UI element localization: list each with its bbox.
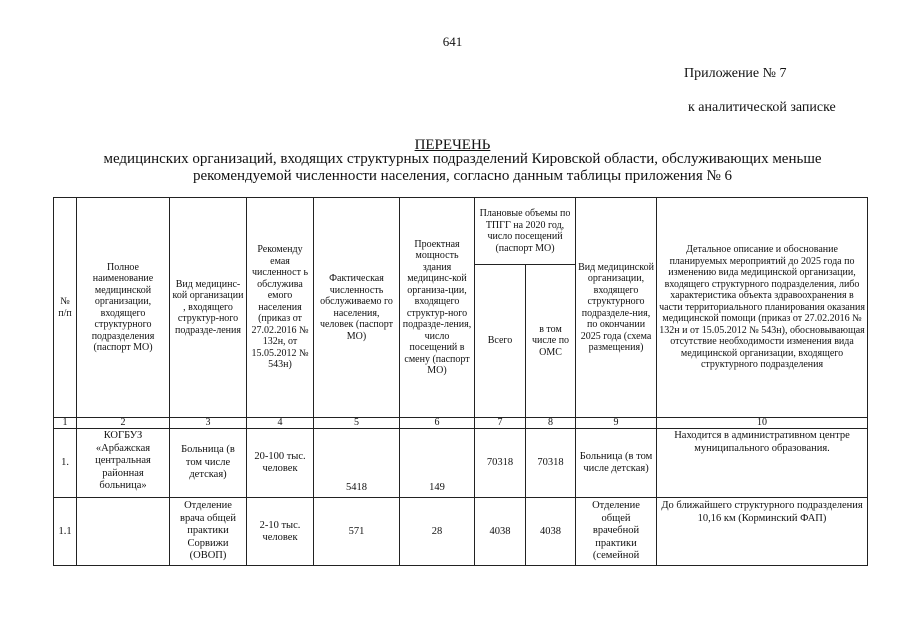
document-title: ПЕРЕЧЕНЬ <box>414 137 491 153</box>
row-capacity: 149 <box>400 429 475 498</box>
document-subtitle: медицинских организаций, входящих структурных подразделений Кировской области, обслуживающих меньше рекомендуемой численности населения, согласно данным таблицы приложения № 6 <box>103 151 822 184</box>
index-cell: 7 <box>475 418 526 429</box>
index-cell: 5 <box>314 418 400 429</box>
header-type: Вид медицинс-кой организации , входящего структур-ного подразде-ления <box>170 198 247 418</box>
column-index-row <box>54 418 868 429</box>
row-actual: 5418 <box>314 429 400 498</box>
index-cell: 9 <box>576 418 657 429</box>
index-cell: 3 <box>170 418 247 429</box>
row-recommended: 20-100 тыс. человек <box>247 429 314 498</box>
page-number: 641 <box>442 34 463 49</box>
header-oms: в том числе по ОМС <box>526 265 576 418</box>
row-total: 70318 <box>475 429 526 498</box>
row-description: До ближайшего структурного подразделения 10,16 км (Корминский ФАП) <box>657 498 868 566</box>
row-oms: 4038 <box>526 498 576 566</box>
row-total: 4038 <box>475 498 526 566</box>
row-actual: 571 <box>314 498 400 566</box>
header-description: Детальное описание и обоснование планируемых мероприятий до 2025 года по изменению вида медицинской организации, входящего структурного подразделения, либо характеристика объекта здравоохранения в части территориального планирования оказания медицинской помощи (приказ от 27.02.2016 № 132н и от 15.05.2012 № 543н), обосновывающая отсутствие необходимости изменения вида медицинской организации, входящего структурного подразделения <box>657 198 868 418</box>
index-cell: 1 <box>54 418 77 429</box>
index-cell: 6 <box>400 418 475 429</box>
index-cell: 10 <box>657 418 868 429</box>
header-total: Всего <box>475 265 526 418</box>
row-capacity: 28 <box>400 498 475 566</box>
row-name: КОГБУЗ «Арбажская центральная районная больница» <box>77 429 170 498</box>
appendix-label: Приложение № 7 <box>684 66 787 81</box>
table-row <box>54 429 868 498</box>
organizations-table <box>53 197 868 566</box>
organizations-table-container <box>53 197 868 566</box>
row-type-2025: Отделение общей врачебной практики (семейной <box>576 498 657 566</box>
index-cell: 8 <box>526 418 576 429</box>
header-type-2025: Вид медицинской организации, входящего структурного подразделе-ния, по окончании 2025 года (схема размещения) <box>576 198 657 418</box>
table-row <box>54 498 868 566</box>
index-cell: 2 <box>77 418 170 429</box>
header-name: Полное наименование медицинской организации, входящего структурного подразделения (паспорт МО) <box>77 198 170 418</box>
row-num: 1. <box>54 429 77 498</box>
row-recommended: 2-10 тыс. человек <box>247 498 314 566</box>
index-cell: 4 <box>247 418 314 429</box>
row-type: Отделение врача общей практики Сорвижи (ОВОП) <box>170 498 247 566</box>
row-type-2025: Больница (в том числе детская) <box>576 429 657 498</box>
header-planned-volumes: Плановые объемы по ТПГГ на 2020 год, число посещений (паспорт МО) <box>475 198 576 265</box>
row-name <box>77 498 170 566</box>
header-actual: Фактическая численность обслуживаемо го населения, человек (паспорт МО) <box>314 198 400 418</box>
header-recommended: Рекоменду емая численност ь обслужива емого населения (приказ от 27.02.2016 № 132н, от 15.05.2012 № 543н) <box>247 198 314 418</box>
row-type: Больница (в том числе детская) <box>170 429 247 498</box>
row-oms: 70318 <box>526 429 576 498</box>
appendix-subtitle: к аналитической записке <box>688 100 836 115</box>
row-description: Находится в административном центре муниципального образования. <box>657 429 868 498</box>
header-num: № п/п <box>54 198 77 418</box>
row-num: 1.1 <box>54 498 77 566</box>
header-capacity: Проектная мощность здания медицинс-кой организа-ции, входящего структур-ного подразде-ления, число посещений в смену (паспорт МО) <box>400 198 475 418</box>
